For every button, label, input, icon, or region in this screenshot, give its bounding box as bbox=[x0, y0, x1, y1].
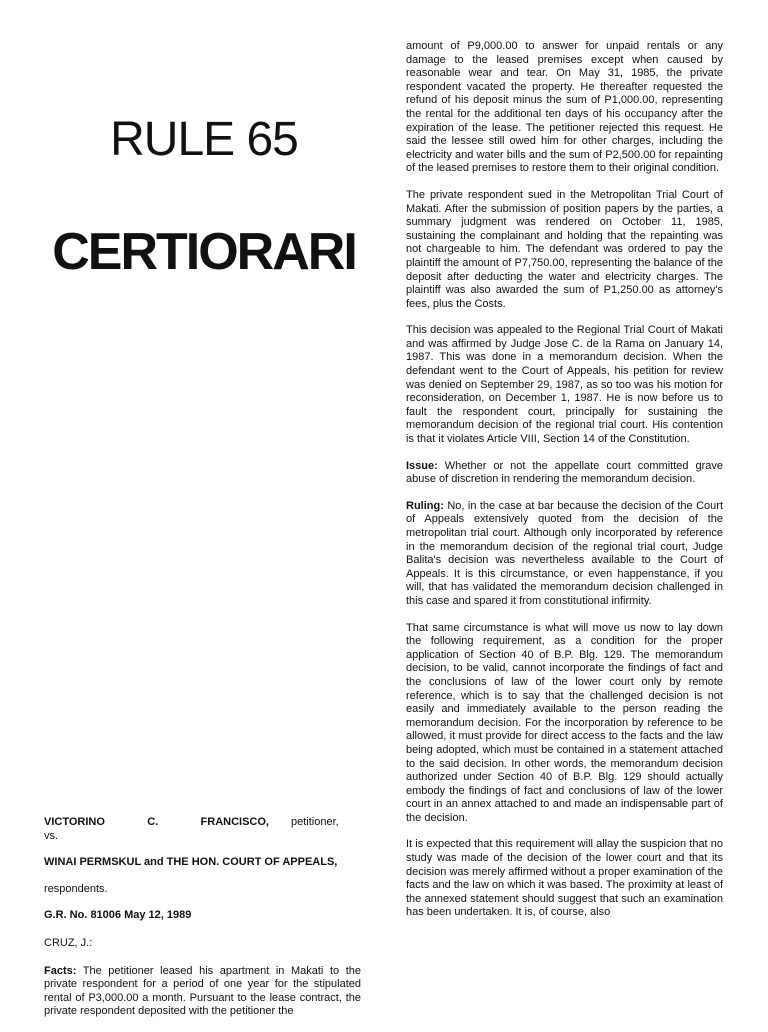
petitioner-name bbox=[44, 816, 291, 830]
petitioner-line bbox=[44, 816, 361, 830]
gr-number: G.R. No. 81006 May 12, 1989 bbox=[44, 909, 192, 922]
rule-title: RULE 65 bbox=[110, 113, 298, 166]
paragraph-trial-court: The private respondent sued in the Metropolitan Trial Court of Makati. After the submission of position papers by the parties, a summary judgment was rendered on October 11, 1985, sustaining the complainant and holding that the repainting was not chargeable to him. The defendant was ordered to pay the plaintiff the amount of P7,750.00, representing the balance of the deposit after deducting the water and electricity charges. The plaintiff was also awarded the sum of P1,250.00 as attorney's fees, plus the Costs. bbox=[406, 188, 723, 310]
petitioner-role: petitioner, bbox=[291, 816, 339, 828]
petitioner-first-name: VICTORINO bbox=[44, 816, 105, 828]
paragraph-suspicion: It is expected that this requirement will allay the suspicion that no study was made of the decision of the lower court and that its decision was merely affirmed without a proper examination of the facts and the law on which it was based. The proximity at least of the annexed statement should suggest that such an examination has been undertaken. It is, of course, also bbox=[406, 838, 723, 919]
issue-paragraph bbox=[406, 460, 723, 487]
ruling-paragraph bbox=[406, 500, 723, 609]
issue-label: Issue: bbox=[406, 459, 438, 472]
document-title: CERTIORARI bbox=[52, 223, 356, 281]
versus: vs. bbox=[44, 829, 59, 842]
petitioner-last-name: FRANCISCO, bbox=[200, 816, 269, 828]
paragraph-requirement: That same circumstance is what will move us now to lay down the following requirement, as a condition for the proper application of Section 40 of B.P. Blg. 129. The memorandum decision, to be valid, cannot incorporate the findings of fact and the conclusions of law of the lower court only by remote reference, which is to say that the challenged decision is not easily and immediately available to the person reading the memorandum decision. For the incorporation by reference to be allowed, it must provide for direct access to the facts and the law being adopted, which must be contained in a statement attached to the said decision. In other words, the memorandum decision authorized under Section 40 of B.P. Blg. 129 should actually embody the findings of fact and conclusions of law of the lower court in an annex attached to and made an indispensable part of the decision. bbox=[406, 621, 723, 824]
body-column bbox=[406, 40, 723, 933]
issue-text: Whether or not the appellate court committed grave abuse of discretion in rendering the memorandum decision. bbox=[406, 459, 724, 486]
facts-label: Facts: bbox=[44, 964, 77, 977]
paragraph-appeal: This decision was appealed to the Regional Trial Court of Makati and was affirmed by Judge Jose C. de la Rama on January 14, 1987. This was done in a memorandum decision. When the defendant went to the Court of Appeals, his petition for review was denied on September 29, 1987, as so too was his motion for reconsideration, on December 1, 1987. He is now before us to fault the respondent court, principally for sustaining the memorandum decision of the regional trial court. His contention is that it violates Article VIII, Section 14 of the Constitution. bbox=[406, 324, 723, 446]
petitioner-middle-initial: C. bbox=[147, 816, 159, 828]
ponente: CRUZ, J.: bbox=[44, 936, 93, 949]
respondents-role: respondents. bbox=[44, 882, 108, 895]
case-caption-column bbox=[44, 816, 361, 1032]
ruling-text: No, in the case at bar because the decision of the Court of Appeals extensively quoted from the decision of the metropolitan trial court. Although only incorporated by reference in the memorandum decision of the regional trial court, Judge Balita's decision was nevertheless available to the Court of Appeals. It is this circumstance, or even happenstance, if you will, that has validated the memorandum decision challenged in this case and spared it from constitutional infirmity. bbox=[406, 499, 723, 607]
respondents-names: WINAI PERMSKUL and THE HON. COURT OF APPEALS, bbox=[44, 856, 338, 869]
facts-paragraph bbox=[44, 965, 361, 1019]
facts-text: The petitioner leased his apartment in Makati to the private respondent for a period of one year for the stipulated rental of P3,000.00 a month. Pursuant to the lease contract, the private respondent deposited with the petitioner the bbox=[44, 964, 361, 1018]
paragraph-deposit: amount of P9,000.00 to answer for unpaid rentals or any damage to the leased premises except when caused by reasonable wear and tear. On May 31, 1985, the private respondent vacated the property. He thereafter requested the refund of his deposit minus the sum of P1,000.00, representing the rental for the additional ten days of his occupancy after the expiration of the lease. The petitioner rejected this request. He said the lessee still owed him for other charges, including the electricity and water bills and the sum of P2,500.00 for repainting of the leased premises to restore them to their original condition. bbox=[406, 40, 723, 175]
ruling-label: Ruling: bbox=[406, 499, 444, 512]
